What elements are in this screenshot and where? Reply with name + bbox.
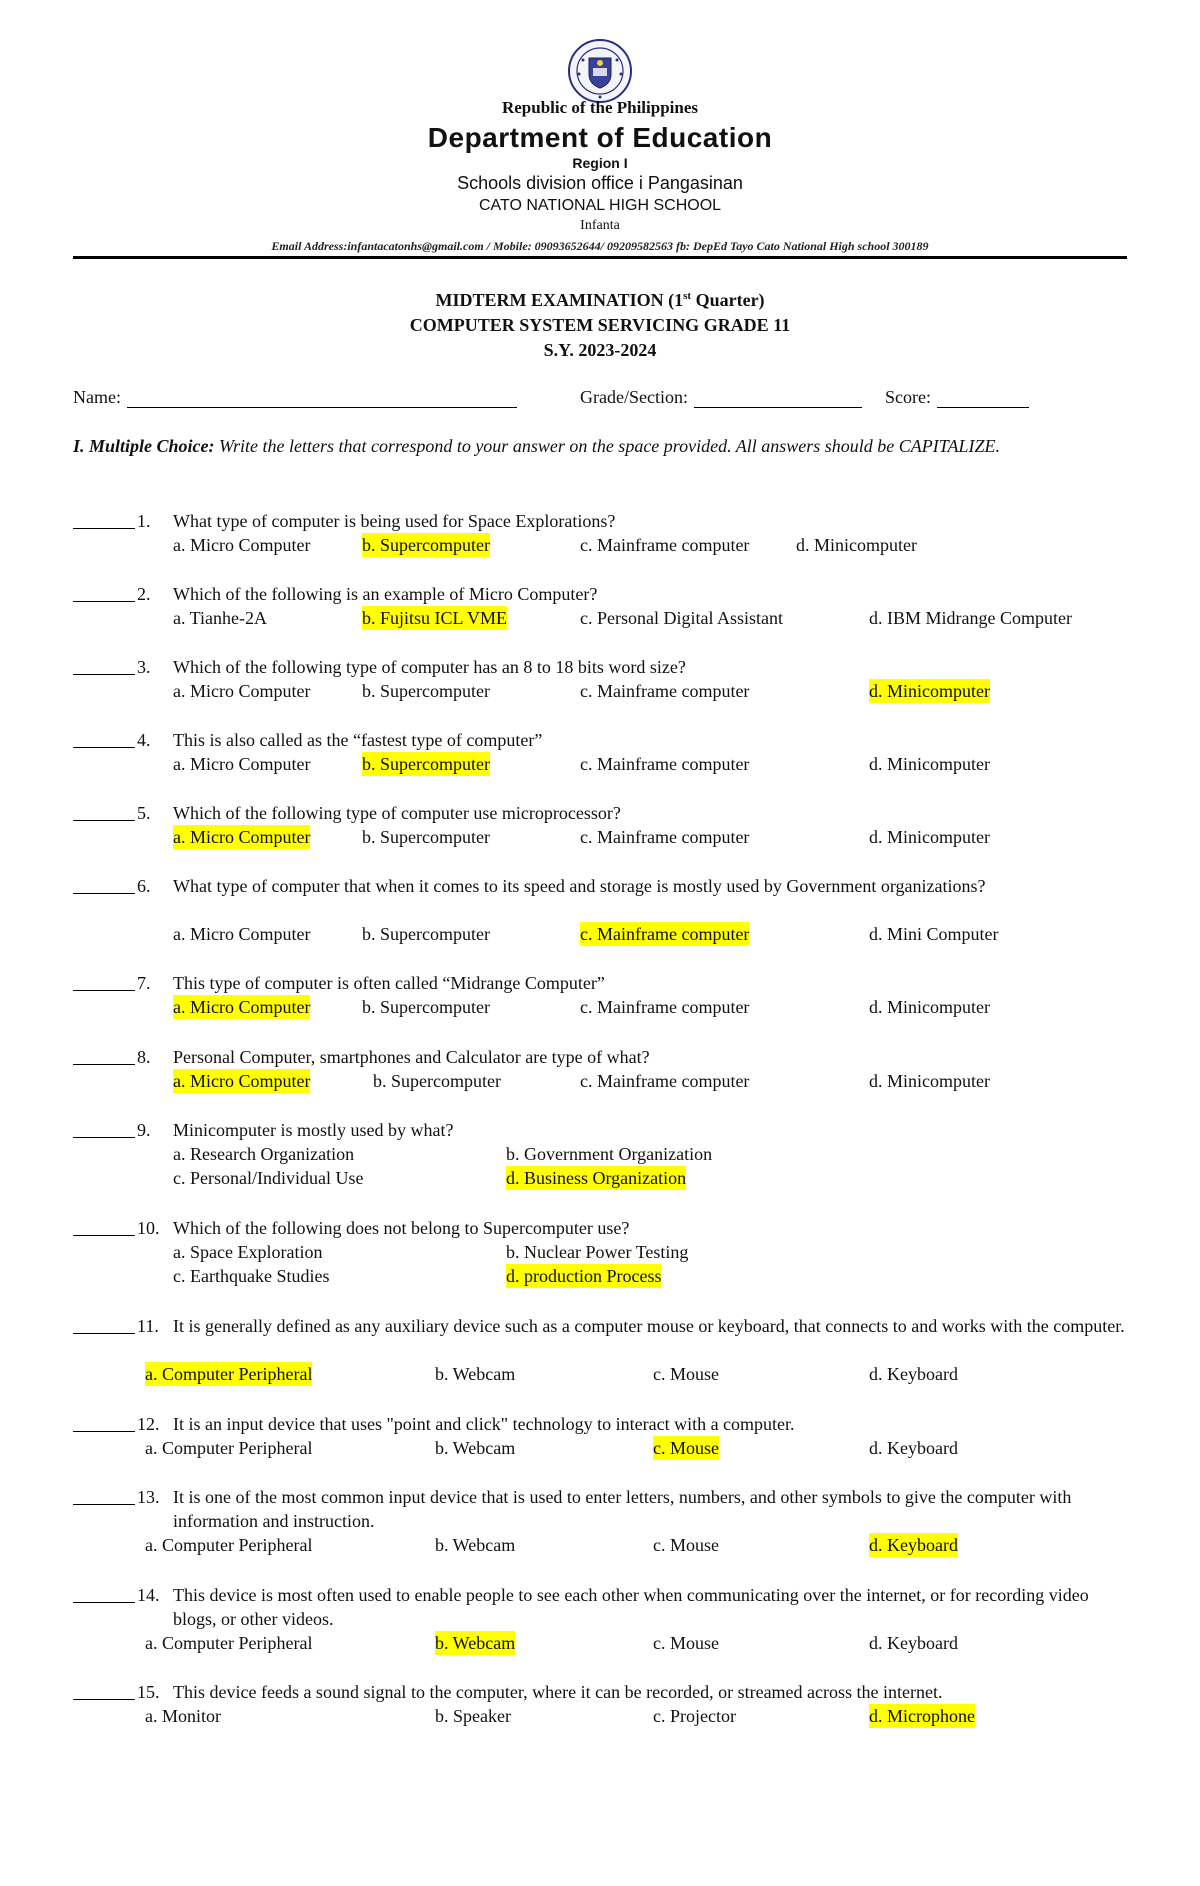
question-number: 6. — [137, 876, 151, 896]
option-d[interactable]: d. Business Organization — [506, 1168, 687, 1188]
option-a[interactable]: a. Micro Computer — [173, 1071, 311, 1091]
name-label: Name: — [73, 387, 121, 407]
instructions-text: Write the letters that correspond to your answer on the space provided. All answers should be CAPITALIZE. — [214, 436, 1000, 456]
header-division: Schools division office i Pangasinan — [457, 173, 743, 193]
option-c[interactable]: c. Earthquake Studies — [173, 1266, 330, 1286]
question-number: 12. — [137, 1414, 160, 1434]
grade-section-field[interactable] — [580, 387, 862, 408]
option-b[interactable]: b. Webcam — [435, 1438, 516, 1458]
option-b[interactable]: b. Supercomputer — [373, 1071, 501, 1091]
option-d[interactable]: d. Minicomputer — [869, 997, 990, 1017]
option-c[interactable]: c. Projector — [653, 1706, 736, 1726]
option-a[interactable]: a. Micro Computer — [173, 535, 311, 555]
answer-blank[interactable] — [73, 1602, 135, 1603]
option-d[interactable]: d. Minicomputer — [869, 754, 990, 774]
option-c[interactable]: c. Mainframe computer — [580, 827, 750, 847]
score-blank[interactable] — [937, 389, 1029, 408]
option-b[interactable]: b. Webcam — [435, 1633, 516, 1653]
header-contact: Email Address:infantacatonhs@gmail.com / Mobile: 09093652644/ 09209582563 fb: DepEd Tayo Cato National High school 300189 — [271, 239, 929, 253]
answer-blank[interactable] — [73, 528, 135, 529]
option-d[interactable]: d. Mini Computer — [869, 924, 999, 944]
answer-blank[interactable] — [73, 990, 135, 991]
question-text: Which of the following type of computer has an 8 to 18 bits word size? — [173, 657, 686, 677]
option-b[interactable]: b. Supercomputer — [362, 997, 490, 1017]
deped-seal-icon — [567, 38, 633, 104]
option-c[interactable]: c. Mainframe computer — [580, 681, 750, 701]
option-c[interactable]: c. Mainframe computer — [580, 754, 750, 774]
answer-blank[interactable] — [73, 1064, 135, 1065]
option-c[interactable]: c. Mouse — [653, 1438, 719, 1458]
question-number: 5. — [137, 803, 151, 823]
question-number: 3. — [137, 657, 151, 677]
answer-blank[interactable] — [73, 893, 135, 894]
option-a[interactable]: a. Micro Computer — [173, 924, 311, 944]
answer-blank[interactable] — [73, 601, 135, 602]
question-text: Personal Computer, smartphones and Calculator are type of what? — [173, 1047, 650, 1067]
header-republic: Republic of the Philippines — [501, 98, 698, 117]
option-c[interactable]: c. Mouse — [653, 1633, 719, 1653]
answer-blank[interactable] — [73, 1431, 135, 1432]
question-text: What type of computer is being used for Space Explorations? — [173, 511, 616, 531]
option-b[interactable]: b. Government Organization — [506, 1144, 713, 1164]
answer-blank[interactable] — [73, 1504, 135, 1505]
option-d[interactable]: d. Minicomputer — [869, 1071, 990, 1091]
option-a[interactable]: a. Computer Peripheral — [145, 1535, 313, 1555]
exam-school-year: S.Y. 2023-2024 — [543, 340, 657, 360]
question-text: Minicomputer is mostly used by what? — [173, 1120, 454, 1140]
option-c[interactable]: c. Mainframe computer — [580, 924, 750, 944]
option-a[interactable]: a. Computer Peripheral — [145, 1364, 313, 1384]
question-number: 11. — [137, 1316, 159, 1336]
option-d[interactable]: d. Keyboard — [869, 1438, 958, 1458]
exam-subject: COMPUTER SYSTEM SERVICING GRADE 11 — [409, 315, 791, 335]
option-d[interactable]: d. Minicomputer — [869, 827, 990, 847]
question-text: Which of the following type of computer use microprocessor? — [173, 803, 621, 823]
option-c[interactable]: c. Mouse — [653, 1364, 719, 1384]
instructions-lead: I. Multiple Choice: — [73, 436, 215, 456]
question-text: It is generally defined as any auxiliary device such as a computer mouse or keyboard, that connects to and works with the computer. — [173, 1316, 1125, 1336]
option-b[interactable]: b. Webcam — [435, 1535, 516, 1555]
option-d[interactable]: d. Keyboard — [869, 1535, 958, 1555]
option-c[interactable]: c. Mouse — [653, 1535, 719, 1555]
option-a[interactable]: a. Tianhe-2A — [173, 608, 267, 628]
question-text: Which of the following is an example of Micro Computer? — [173, 584, 598, 604]
header-region: Region I — [572, 155, 628, 171]
header-department: Department of Education — [427, 122, 773, 153]
question-text: This device feeds a sound signal to the computer, where it can be recorded, or streamed across the internet. — [173, 1682, 943, 1702]
option-b[interactable]: b. Speaker — [435, 1706, 511, 1726]
question-text: Which of the following does not belong to Supercomputer use? — [173, 1218, 630, 1238]
question-text: It is an input device that uses "point and click" technology to interact with a computer. — [173, 1414, 795, 1434]
option-d[interactable]: d. Minicomputer — [796, 535, 917, 555]
option-a[interactable]: a. Monitor — [145, 1706, 221, 1726]
question-number: 14. — [137, 1585, 160, 1605]
question-text: It is one of the most common input device that is used to enter letters, numbers, and other symbols to give the computer with information and instruction. — [173, 1487, 1072, 1531]
grade-section-label: Grade/Section: — [580, 387, 688, 407]
question-number: 1. — [137, 511, 151, 531]
option-b[interactable]: b. Supercomputer — [362, 535, 490, 555]
option-a[interactable]: a. Micro Computer — [173, 681, 311, 701]
exam-title: MIDTERM EXAMINATION (1st Quarter) — [435, 290, 765, 310]
question-text: This type of computer is often called “Midrange Computer” — [173, 973, 605, 993]
score-field[interactable] — [885, 387, 1029, 408]
option-d[interactable]: d. production Process — [506, 1266, 662, 1286]
option-d[interactable]: d. Minicomputer — [869, 681, 990, 701]
question-text: What type of computer that when it comes to its speed and storage is mostly used by Government organizations? — [173, 876, 986, 896]
option-b[interactable]: b. Supercomputer — [362, 754, 490, 774]
option-a[interactable]: a. Space Exploration — [173, 1242, 323, 1262]
name-blank[interactable] — [127, 389, 517, 408]
header-school: CATO NATIONAL HIGH SCHOOL — [478, 197, 722, 214]
option-a[interactable]: a. Micro Computer — [173, 997, 311, 1017]
option-b[interactable]: b. Supercomputer — [362, 681, 490, 701]
question-number: 13. — [137, 1487, 160, 1507]
option-b[interactable]: b. Fujitsu ICL VME — [362, 608, 508, 628]
answer-blank[interactable] — [73, 1235, 135, 1236]
grade-section-blank[interactable] — [694, 389, 862, 408]
question-number: 7. — [137, 973, 151, 993]
option-a[interactable]: a. Micro Computer — [173, 827, 311, 847]
answer-blank[interactable] — [73, 1137, 135, 1138]
answer-blank[interactable] — [73, 1333, 135, 1334]
option-c[interactable]: c. Mainframe computer — [580, 997, 750, 1017]
option-c[interactable]: c. Personal/Individual Use — [173, 1168, 364, 1188]
answer-blank[interactable] — [73, 674, 135, 675]
name-field[interactable] — [73, 387, 517, 408]
instructions — [73, 434, 1127, 458]
option-b[interactable]: b. Supercomputer — [362, 827, 490, 847]
question-number: 4. — [137, 730, 151, 750]
question-text: This is also called as the “fastest type of computer” — [173, 730, 543, 750]
option-b[interactable]: b. Webcam — [435, 1364, 516, 1384]
option-b[interactable]: b. Nuclear Power Testing — [506, 1242, 689, 1262]
option-c[interactable]: c. Personal Digital Assistant — [580, 608, 783, 628]
option-d[interactable]: d. Keyboard — [869, 1633, 958, 1653]
option-d[interactable]: d. IBM Midrange Computer — [869, 608, 1072, 628]
option-a[interactable]: a. Micro Computer — [173, 754, 311, 774]
header-town: Infanta — [580, 218, 620, 233]
answer-blank[interactable] — [73, 747, 135, 748]
option-d[interactable]: d. Keyboard — [869, 1364, 958, 1384]
answer-blank[interactable] — [73, 1699, 135, 1700]
question-number: 10. — [137, 1218, 160, 1238]
question-number: 8. — [137, 1047, 151, 1067]
question-number: 9. — [137, 1120, 151, 1140]
header-divider — [73, 256, 1127, 259]
option-c[interactable]: c. Mainframe computer — [580, 1071, 750, 1091]
answer-blank[interactable] — [73, 820, 135, 821]
option-c[interactable]: c. Mainframe computer — [580, 535, 750, 555]
question-number: 2. — [137, 584, 151, 604]
option-d[interactable]: d. Microphone — [869, 1706, 975, 1726]
score-label: Score: — [885, 387, 931, 407]
option-a[interactable]: a. Computer Peripheral — [145, 1438, 313, 1458]
option-a[interactable]: a. Computer Peripheral — [145, 1633, 313, 1653]
question-text: This device is most often used to enable people to see each other when communicating over the internet, or for recording video blogs, or other videos. — [173, 1585, 1089, 1629]
option-a[interactable]: a. Research Organization — [173, 1144, 355, 1164]
option-b[interactable]: b. Supercomputer — [362, 924, 490, 944]
question-number: 15. — [137, 1682, 160, 1702]
